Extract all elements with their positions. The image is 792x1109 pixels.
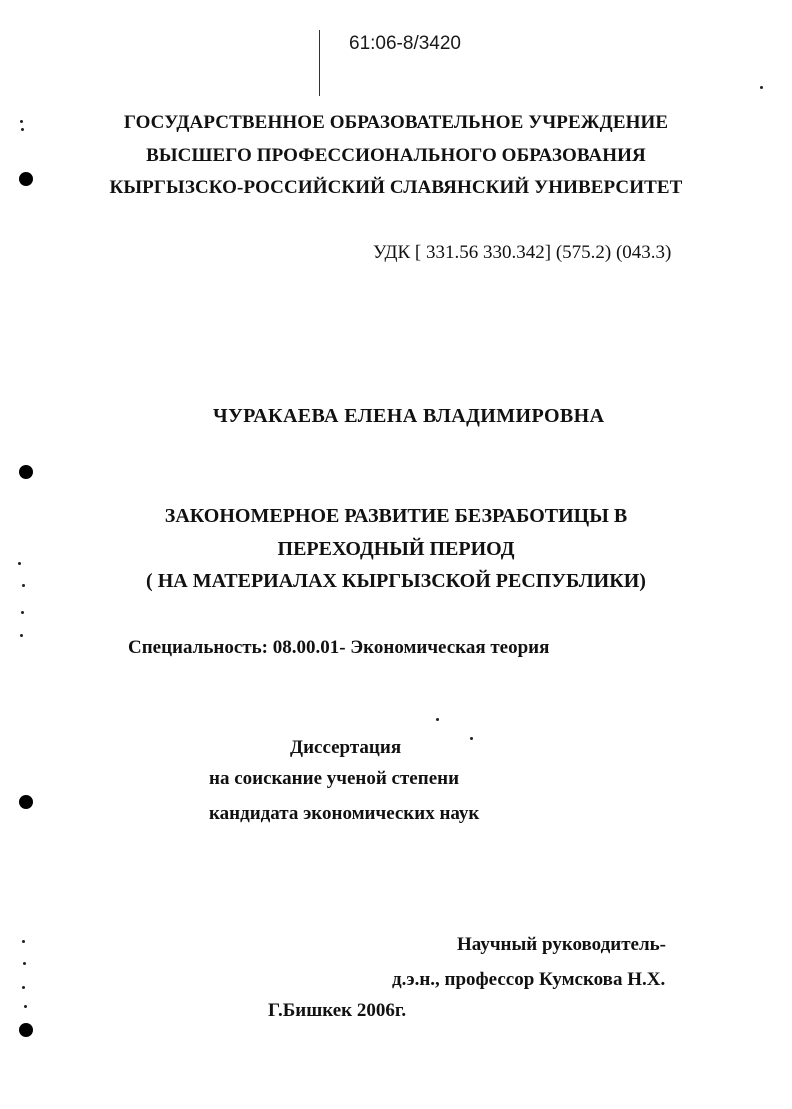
dissertation-label: Диссертация	[290, 737, 402, 758]
scan-speck	[20, 120, 23, 123]
scan-speck	[22, 940, 25, 943]
specialty: Специальность: 08.00.01- Экономическая теория	[128, 637, 550, 658]
scan-speck	[21, 128, 24, 131]
scan-speck	[20, 634, 23, 637]
institution-line-1: ГОСУДАРСТВЕННОЕ ОБРАЗОВАТЕЛЬНОЕ УЧРЕЖДЕНИЕ	[123, 112, 669, 133]
binder-hole-mark	[19, 795, 33, 809]
title-line-1: ЗАКОНОМЕРНОЕ РАЗВИТИЕ БЕЗРАБОТИЦЫ В	[164, 505, 628, 527]
scan-speck	[22, 584, 25, 587]
institution-line-2: ВЫСШЕГО ПРОФЕССИОНАЛЬНОГО ОБРАЗОВАНИЯ	[146, 145, 646, 166]
degree-line-1: на соискание ученой степени	[209, 768, 460, 789]
scan-speck	[436, 718, 439, 721]
supervisor-name: д.э.н., профессор Кумскова Н.Х.	[392, 969, 666, 990]
title-line-2: ПЕРЕХОДНЫЙ ПЕРИОД	[277, 538, 515, 560]
scan-speck	[24, 1005, 27, 1008]
scan-speck	[760, 86, 763, 89]
scan-speck	[23, 962, 26, 965]
scan-speck	[22, 986, 25, 989]
city-year: Г.Бишкек 2006г.	[268, 1000, 407, 1021]
institution-line-3: КЫРГЫЗСКО-РОССИЙСКИЙ СЛАВЯНСКИЙ УНИВЕРСИТЕТ	[109, 177, 683, 198]
scan-speck	[21, 611, 24, 614]
udk-code: УДК [ 331.56 330.342] (575.2) (043.3)	[373, 242, 672, 263]
binder-hole-mark	[19, 1023, 33, 1037]
title-line-3: ( НА МАТЕРИАЛАХ КЫРГЫЗСКОЙ РЕСПУБЛИКИ)	[146, 570, 646, 592]
scan-margin-line	[319, 30, 320, 96]
scan-speck	[18, 562, 21, 565]
author-name: ЧУРАКАЕВА ЕЛЕНА ВЛАДИМИРОВНА	[213, 405, 605, 427]
scan-speck	[470, 737, 473, 740]
supervisor-label: Научный руководитель-	[457, 934, 666, 955]
binder-hole-mark	[19, 465, 33, 479]
binder-hole-mark	[19, 172, 33, 186]
archive-number: 61:06-8/3420	[349, 33, 461, 54]
degree-line-2: кандидата экономических наук	[209, 803, 480, 824]
